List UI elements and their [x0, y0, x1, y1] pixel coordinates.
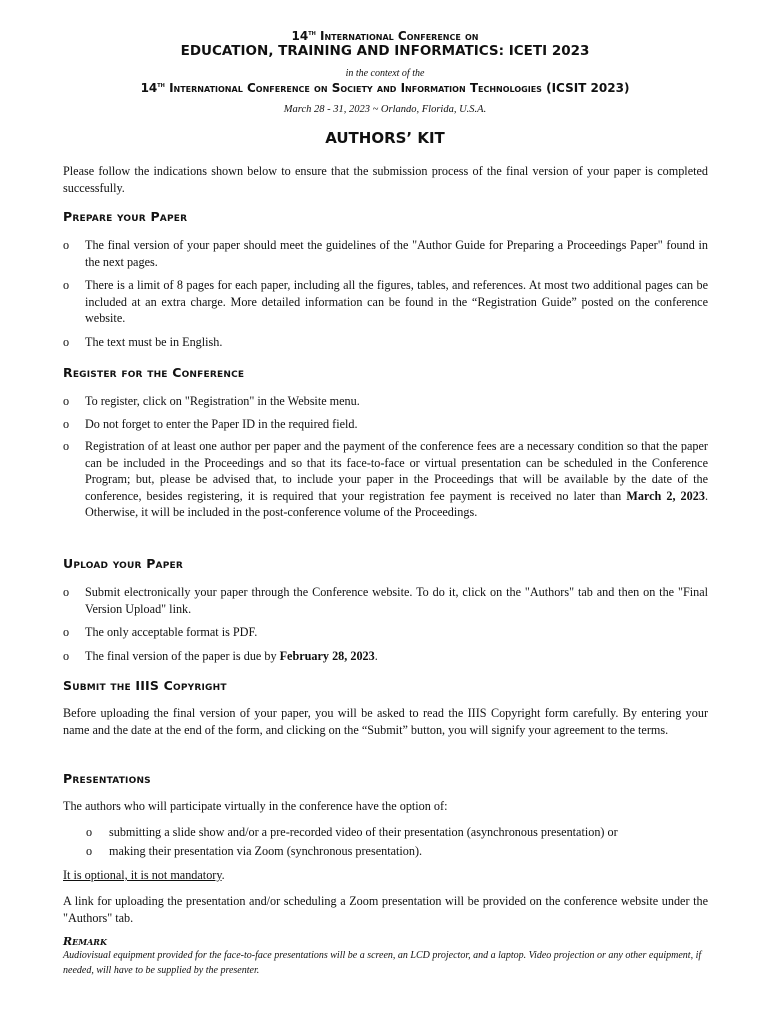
page-title: AUTHORS’ KIT	[325, 129, 445, 147]
prepare-heading: Prepare your Paper	[63, 209, 188, 224]
list-item: o The final version of your paper should meet the guidelines of the "Author Guide for Preparing a Proceedings Paper" found in the next pages.	[63, 238, 708, 269]
list-item: o There is a limit of 8 pages for each paper, including all the figures, tables, and references. At most two additional pages can be included at an extra charge. More detailed information can be found in the “Registration Guide” posted on the conference website.	[63, 278, 708, 325]
conf1-rest: International Conference on	[320, 29, 479, 43]
conference-1-line	[0, 29, 770, 43]
list-item: o Registration of at least one author per paper and the payment of the conference fees are a necessary condition so that the paper can be included in the Proceedings and so that its face-to-face or virtual presentation can be scheduled in the Conference Program; but, please be advised that, to include your paper in the Proceedings that will be available by the date of the conference, besides registering, it is required that your registration fee payment is received no later than March 2, 2023. Otherwise, it will be included in the post-conference volume of the Proceedings.	[63, 439, 708, 519]
register-heading: Register for the Conference	[63, 365, 245, 380]
registration-deadline: March 2, 2023	[626, 488, 705, 503]
presentations-intro: The authors who will participate virtually in the conference have the option of:	[63, 799, 448, 813]
conf2-name: International Conference on Society and Information Technologies (ICSIT 2023)	[169, 81, 630, 95]
optional-note: It is optional, it is not mandatory.	[63, 868, 225, 882]
copyright-heading: Submit the IIIS Copyright	[63, 678, 227, 693]
upload-list	[63, 584, 708, 664]
upload-heading: Upload your Paper	[63, 556, 183, 571]
link-paragraph: A link for uploading the presentation and/or scheduling a Zoom presentation will be provided on the conference website under the "Authors" tab.	[63, 894, 708, 925]
conference-2-line	[0, 81, 770, 95]
list-item: o Submit electronically your paper through the Conference website. To do it, click on the "Authors" tab and then on the "Final Version Upload" link.	[63, 585, 708, 616]
conf2-sup: th	[157, 81, 165, 89]
dates-location: March 28 - 31, 2023 ~ Orlando, Florida, U.S.A.	[283, 104, 487, 115]
list-item: o The text must be in English.	[63, 334, 223, 349]
list-item: o To register, click on "Registration" in the Website menu.	[63, 394, 360, 408]
list-item: o Do not forget to enter the Paper ID in the required field.	[63, 416, 358, 431]
remark-heading: Remark	[63, 935, 107, 948]
conference-1-name: EDUCATION, TRAINING AND INFORMATICS: ICETI 2023	[180, 43, 590, 59]
copyright-paragraph: Before uploading the final version of your paper, you will be asked to read the IIIS Copyright form carefully. By entering your name and the date at the end of the form, and clicking on the “Submit” button, you will signify your agreement to the terms.	[63, 706, 708, 737]
register-list	[63, 393, 708, 521]
list-item: o making their presentation via Zoom (synchronous presentation).	[86, 843, 423, 858]
intro-paragraph: Please follow the indications shown below to ensure that the submission process of the final version of your paper is completed successfully.	[63, 164, 708, 195]
list-item: o submitting a slide show and/or a pre-recorded video of their presentation (asynchronous presentation) or	[86, 825, 618, 839]
list-item: o The only acceptable format is PDF.	[63, 625, 258, 639]
presentations-options	[63, 824, 708, 859]
presentations-heading: Presentations	[63, 771, 151, 786]
context-line: in the context of the	[345, 68, 425, 79]
upload-deadline: February 28, 2023	[279, 648, 375, 663]
prepare-list	[63, 237, 708, 350]
list-item: o The final version of the paper is due by February 28, 2023.	[63, 648, 378, 663]
conf2-number: 14	[140, 81, 158, 95]
conf1-number: 14	[291, 29, 309, 43]
conf1-sup: th	[308, 29, 316, 37]
remark-text: Audiovisual equipment provided for the face-to-face presentations will be a screen, an LCD projector, and a laptop. Video projection or any other equipment, if needed, will have to be supplied by the presenter.	[63, 950, 702, 976]
